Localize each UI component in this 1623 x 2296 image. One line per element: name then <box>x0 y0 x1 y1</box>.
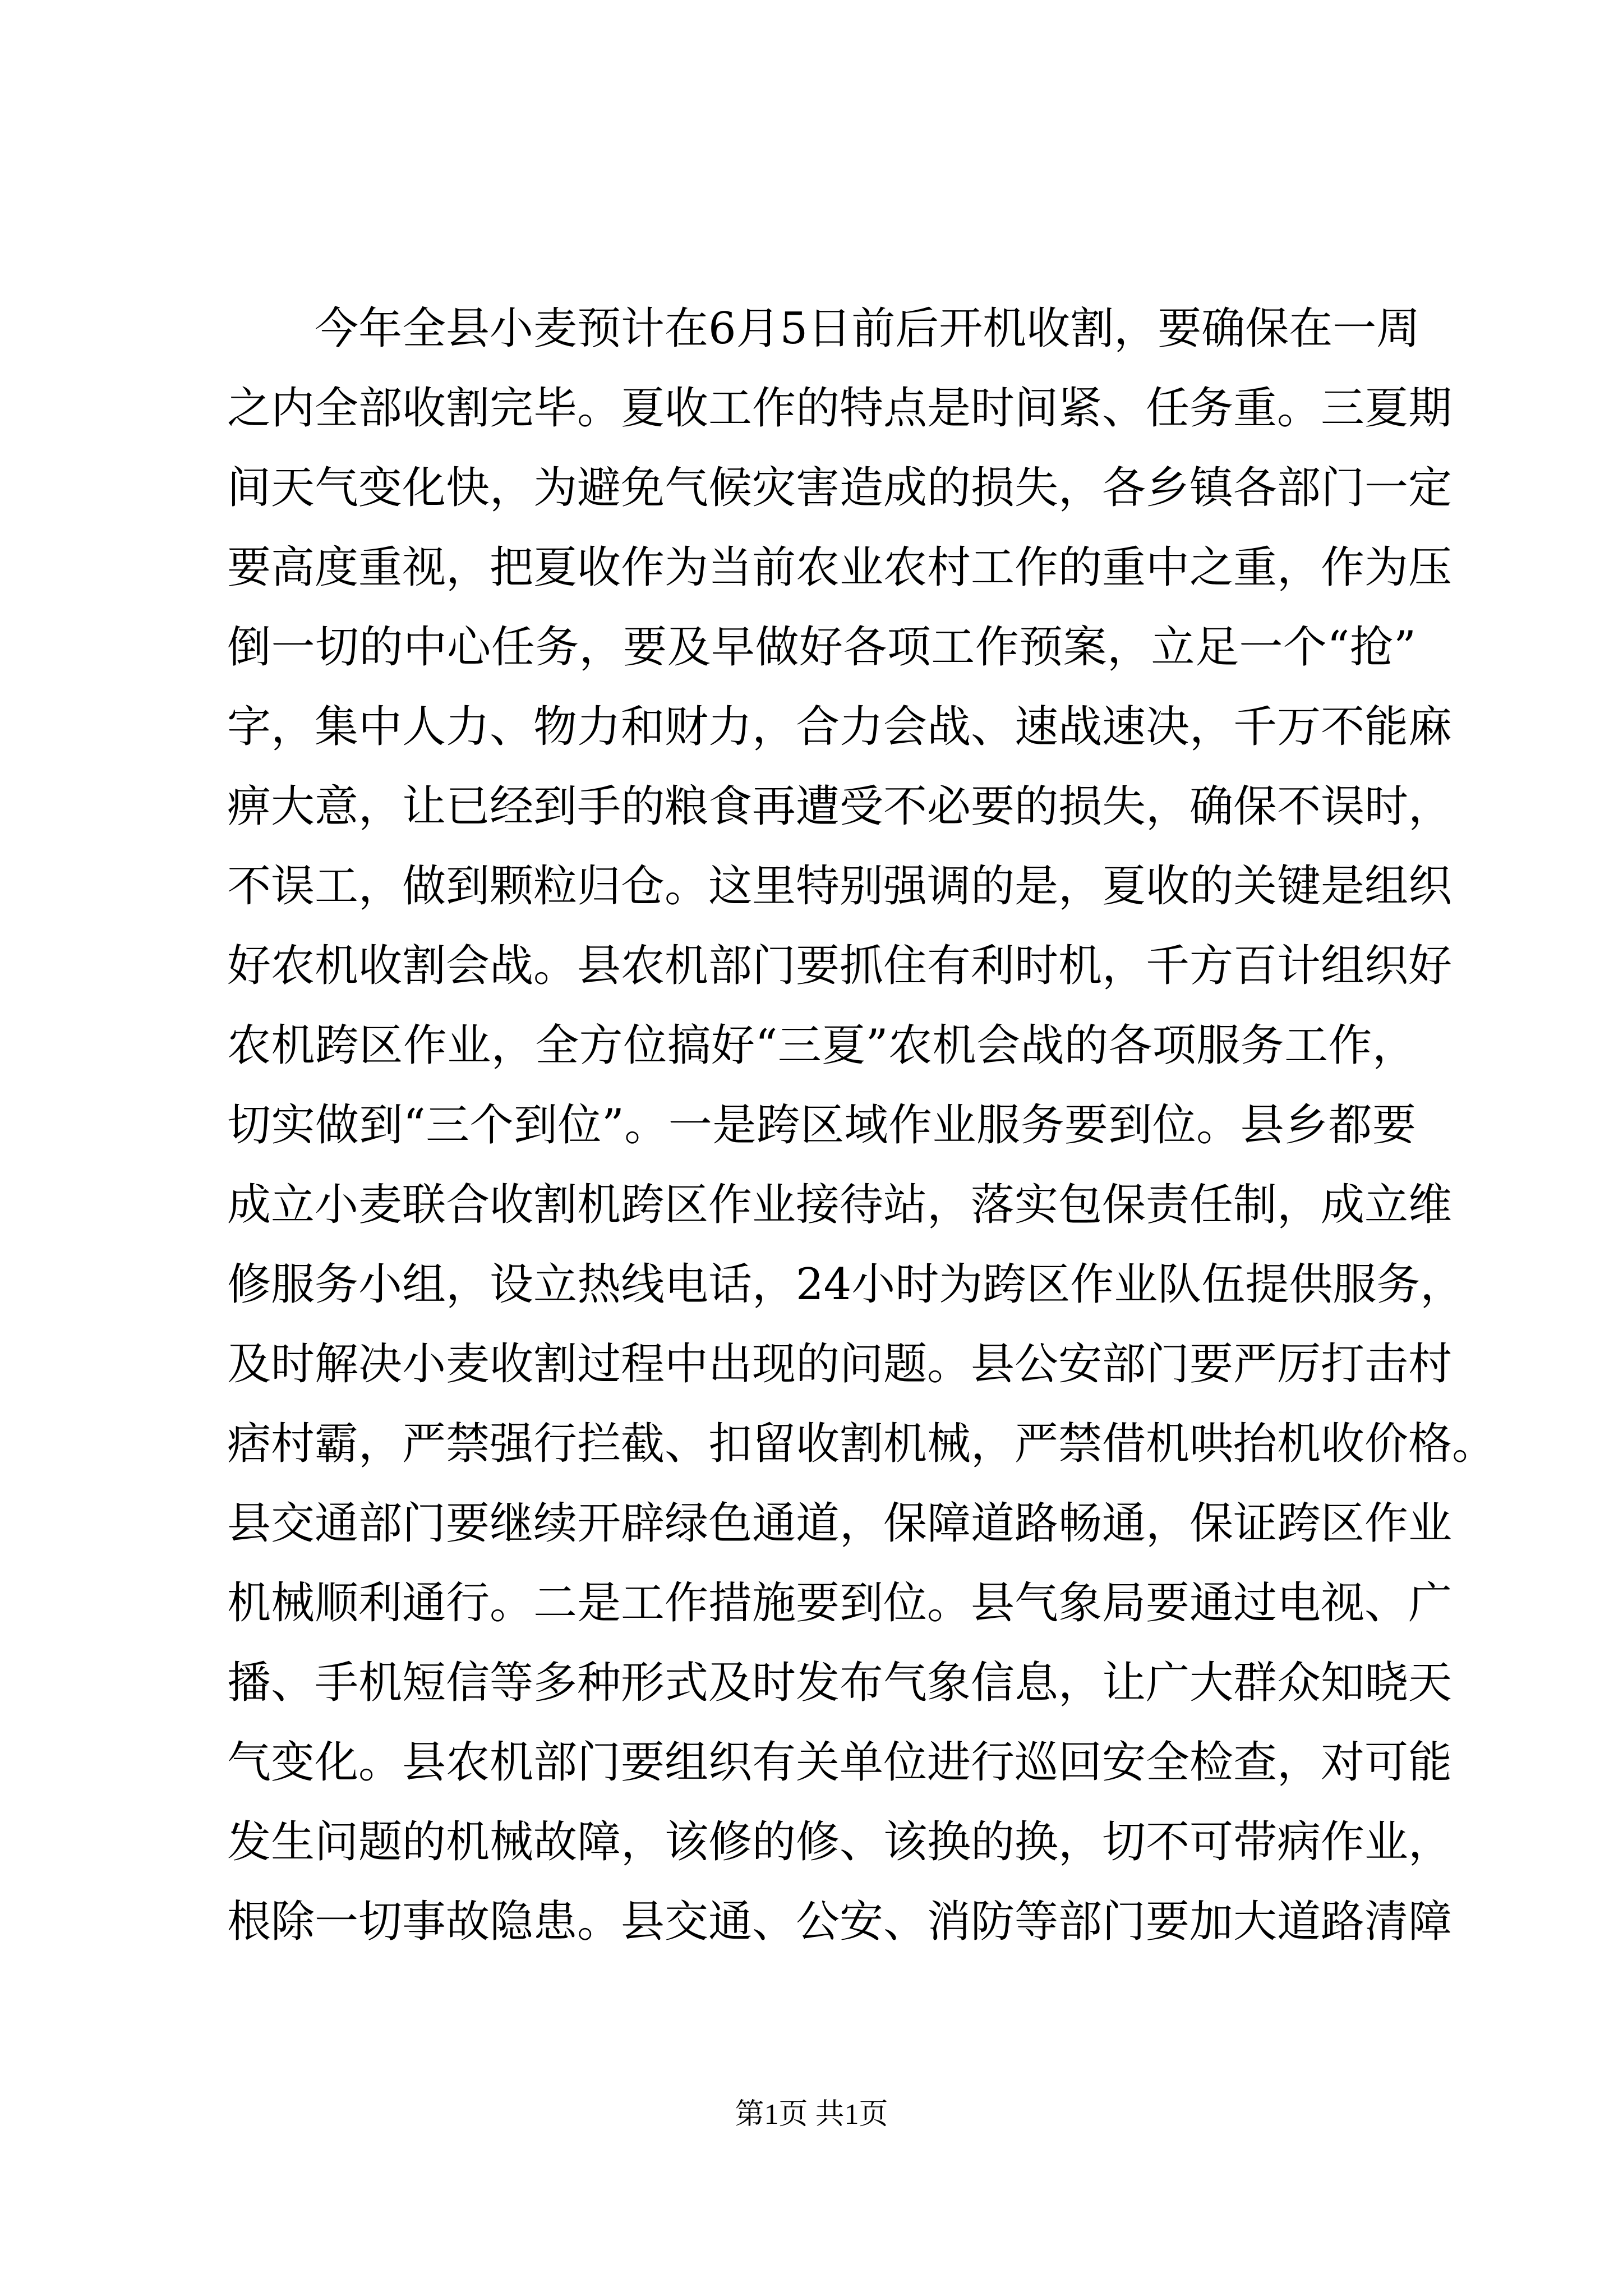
paragraph-line: 要高度重视，把夏收作为当前农业农村工作的重中之重，作为压 <box>227 542 1453 593</box>
page-number-label: 第1页 共1页 <box>735 2099 888 2131</box>
paragraph-line: 播、手机短信等多种形式及时发布气象信息，让广大群众知晓天 <box>227 1658 1453 1708</box>
paragraph-line: 痞村霸，严禁强行拦截、扣留收割机械，严禁借机哄抬机收价格。 <box>227 1419 1496 1469</box>
paragraph-line: 根除一切事故隐患。县交通、公安、消防等部门要加大道路清障 <box>227 1897 1453 1947</box>
paragraph-line: 切实做到“三个到位”。一是跨区域作业服务要到位。县乡都要 <box>227 1100 1416 1151</box>
paragraph-line: 成立小麦联合收割机跨区作业接待站，落实包保责任制，成立维 <box>227 1180 1453 1230</box>
paragraph-line: 痹大意，让已经到手的粮食再遭受不必要的损失，确保不误时， <box>227 781 1453 832</box>
paragraph-line: 及时解决小麦收割过程中出现的问题。县公安部门要严厉打击村 <box>227 1339 1453 1389</box>
paragraph-line: 今年全县小麦预计在6月5日前后开机收割，要确保在一周 <box>315 303 1421 354</box>
paragraph-line: 好农机收割会战。县农机部门要抓住有利时机，千方百计组织好 <box>227 941 1453 991</box>
paragraph-line: 修服务小组，设立热线电话，24小时为跨区作业队伍提供服务， <box>227 1259 1464 1310</box>
paragraph-line: 不误工，做到颗粒归仓。这里特别强调的是，夏收的关键是组织 <box>227 861 1453 912</box>
paragraph-line: 字，集中人力、物力和财力，合力会战、速战速决，千万不能麻 <box>227 702 1453 752</box>
body-paragraph <box>227 289 1496 1962</box>
paragraph-line: 发生问题的机械故障，该修的修、该换的换，切不可带病作业， <box>227 1817 1453 1867</box>
paragraph-line: 县交通部门要继续开辟绿色通道，保障道路畅通，保证跨区作业 <box>227 1498 1453 1549</box>
page-footer <box>0 2095 1623 2134</box>
paragraph-line: 间天气变化快，为避免气候灾害造成的损失，各乡镇各部门一定 <box>227 463 1453 513</box>
paragraph-line: 农机跨区作业，全方位搞好“三夏”农机会战的各项服务工作， <box>227 1020 1416 1071</box>
paragraph-line: 倒一切的中心任务，要及早做好各项工作预案，立足一个“抢” <box>227 622 1416 673</box>
paragraph-line: 气变化。县农机部门要组织有关单位进行巡回安全检查，对可能 <box>227 1737 1453 1788</box>
paragraph-line: 机械顺利通行。二是工作措施要到位。县气象局要通过电视、广 <box>227 1578 1453 1628</box>
paragraph-line: 之内全部收割完毕。夏收工作的特点是时间紧、任务重。三夏期 <box>227 383 1453 434</box>
